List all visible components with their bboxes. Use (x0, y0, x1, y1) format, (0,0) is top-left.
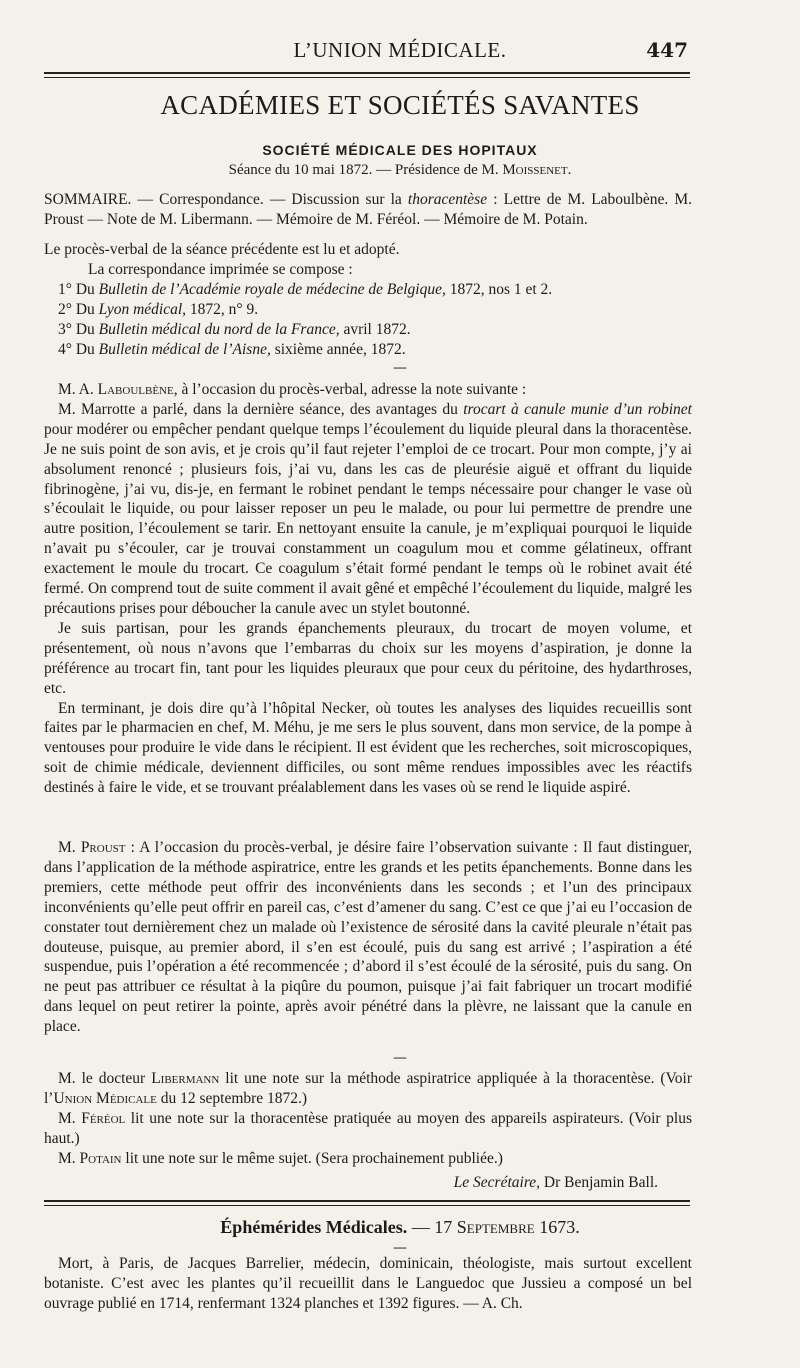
ephemerides-heading: Éphémérides Médicales. (220, 1217, 408, 1237)
laboulbene-name: Laboulbène (97, 381, 174, 398)
corr-intro: La correspondance imprimée se compose : (88, 260, 353, 278)
laboulbene-intro: M. A. Laboulbène, à l’occasion du procès-verbal, adresse la note suivante : (58, 381, 527, 398)
laboulbene-p1: M. Marrotte a parlé, dans la dernière séance, des avantages du trocart à canule munie d’un robinet pour modérer ou empêcher pendant quelque temps l’écoulement du liquide pleural dans la thoracentèse. Je ne suis point de son avis, et je crois qu’il faut rejeter l’emploi de ce trocart. Pour mon compte, j’y ai absolument renoncé ; plusieurs fois, j’ai vu, dans les cas de pleurésie aiguë et offrant du liquide fibrinogène, j’ai vu, dis-je, en fermant le robinet pendant le temps nécessaire pour changer le vase où s’écoulait le liquide, ou pour laisser reposer un peu le malade, ou pour lui permettre de prendre une autre position, l’écoulement se tarir. En nettoyant ensuite la canule, je m’expliquai pourquoi le liquide n’avait pu s’écouler, car je trouvai constamment un coagulum mou et comme gélatineux, offrant exactement le moule du trocart. Ce coagulum s’était formé pendant le temps où le robinet avait été fermé. On comprend tout de suite comment il avait gêné et empêché l’écoulement du liquide, malgré les précautions prises pour déboucher la canule avec un stylet boutonné. (44, 400, 692, 617)
section-dash: — (393, 1050, 407, 1066)
seance-suffix: . (567, 162, 572, 178)
header-rule (44, 72, 690, 74)
laboulbene-p2: Je suis partisan, pour les grands épanchements pleuraux, du trocart de moyen volume, et présentement, où nous n’avons que l’embarras du choix sur les moyens d’aspiration, je donne la préférence au trocart fin, tant pour les liquides pleuraux que pour ceux du péritoine, des hydarthroses, etc. (44, 619, 692, 697)
signature (454, 1174, 658, 1192)
sommaire-t1: — Correspondance. — Discussion sur la (131, 191, 408, 208)
sommaire-label: SOMMAIRE. (44, 191, 132, 208)
correspondence-block (44, 240, 692, 359)
footer-rule (44, 1200, 690, 1202)
potain-name: Potain (79, 1149, 122, 1167)
proust-note: M. Proust : A l’occasion du procès-verbal, je désire faire l’observation suivante : Il faut distinguer, dans l’application de la méthode aspiratrice, entre les grands et les petits épanchements. Bonne dans les premiers, cette méthode peut offrir des inconvénients dans les seconds ; et l’un des principaux inconvénients qu’elle peut offrir en pareil cas, c’est d’amener du sang. C’est ce que j’ai eu l’occasion de constater tout dernièrement chez un malade où l’existence de sérosité dans la cavité pleurale n’était pas douteuse, puisque, au premier abord, il s’en est écoulé, puis du sang est arrivé ; l’aspiration a été suspendue, puis l’opération a été recommencée ; d’abord il s’est écoulé de la sérosité, puis du sang. On ne peut pas attribuer ce résultat à la piqûre du poumon, puisque j’ai fait fabriquer un trocart modifié dans lequel on peut retirer la pointe, après avoir pénétré dans la plèvre, ne laissant que la canule en place. (44, 839, 692, 1036)
proces-verbal: Le procès-verbal de la séance précédente est lu et adopté. (44, 241, 400, 258)
ephemerides-title: Éphémérides Médicales. — 17 Septembre 1673. (220, 1217, 580, 1237)
sommaire (44, 190, 692, 230)
page-number: 447 (646, 38, 688, 62)
president-name: Moissenet (502, 162, 568, 178)
seance-line (0, 162, 800, 179)
corr-item: 4° Du Bulletin médical de l’Aisne, sixième année, 1872. (58, 340, 406, 358)
signature-name: Dr Benjamin Ball. (540, 1174, 658, 1191)
signature-role: Le Secrétaire, (453, 1174, 541, 1191)
sommaire-em: thoracentèse (407, 191, 488, 208)
ephemerides-text: Mort, à Paris, de Jacques Barrelier, médecin, dominicain, théologiste, mais surtout excellent botaniste. C’est avec les plantes qu’il recueillit dans le Languedoc que Jussieu a composé un bel ouvrage publié en 1714, renfermant 1324 planches et 1392 figures. — A. Ch. (44, 1255, 692, 1312)
seance-prefix: Séance du 10 mai 1872. — Présidence de M. (228, 162, 499, 178)
corr-item: 2° Du Lyon médical, 1872, n° 9. (58, 300, 259, 318)
libermann-name: Libermann (151, 1070, 220, 1087)
laboulbene-p3: En terminant, je dois dire qu’à l’hôpital Necker, où toutes les analyses des liquides recueillis sont faites par le pharmacien en chef, M. Méhu, je me sers le plus souvent, dans mon service, de la pompe à ventouses pour produire le vide dans le récipient. Il est évident que les recherches, soit microscopiques, soit de chimie médicale, deviennent difficiles, ou sont même rendues impossibles avec les réactifs destinés à faire le vide, et se trouvant préalablement dans les vases où se rend le liquide aspiré. (44, 699, 692, 797)
corr-item: 3° Du Bulletin médical du nord de la France, avril 1872. (58, 320, 411, 338)
laboulbene-note (44, 380, 692, 798)
footer-rule-thin (44, 1205, 690, 1206)
society-title: SOCIÉTÉ MÉDICALE DES HOPITAUX (262, 142, 538, 158)
running-head (0, 38, 800, 68)
header-rule-thin (44, 77, 690, 78)
fereol-note: M. Féréol lit une note sur la thoracentèse pratiquée au moyen des appareils aspirateurs. (Voir plus haut.) (44, 1109, 692, 1147)
notes-block (44, 1069, 692, 1169)
section-title: ACADÉMIES ET SOCIÉTÉS SAVANTES (160, 90, 640, 120)
corr-item: 1° Du Bulletin de l’Académie royale de médecine de Belgique, 1872, nos 1 et 2. (58, 280, 553, 298)
potain-note: M. Potain lit une note sur le même sujet. (Sera prochainement publiée.) (58, 1149, 503, 1167)
proust-name: Proust (80, 839, 126, 856)
section-dash: — (393, 360, 407, 376)
section-dash: — (393, 1240, 407, 1256)
sommaire-t2: : Lettre de M. Laboulbène. M. Proust — Note de M. Libermann. — Mémoire de M. Féréol. — Mémoire de M. Potain. (44, 191, 692, 228)
journal-title: L’UNION MÉDICALE. (293, 38, 507, 62)
fereol-name: Féréol (81, 1109, 126, 1127)
libermann-note: M. le docteur Libermann lit une note sur la méthode aspiratrice appliquée à la thoracentèse. (Voir l’Union Médicale du 12 septembre 1872.) (44, 1070, 692, 1107)
